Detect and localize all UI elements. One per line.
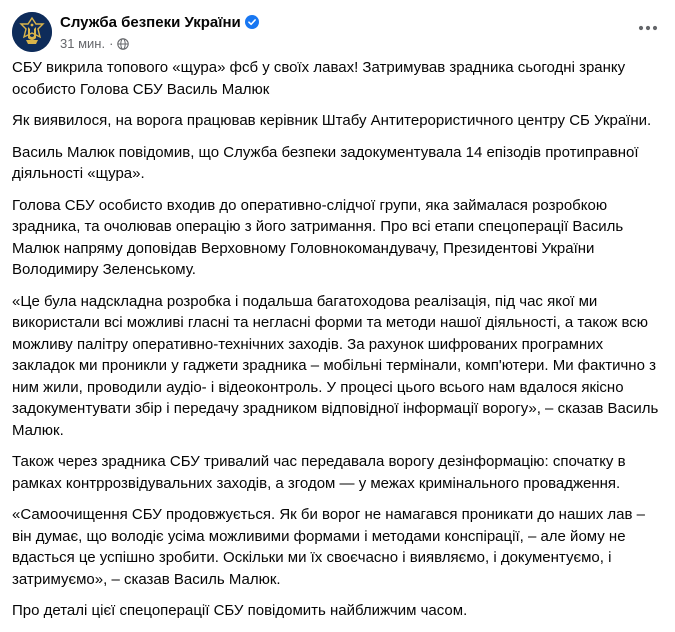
post-paragraph: Голова СБУ особисто входив до оперативно-слідчої групи, яка займалася розробкою зрадника, та очолював операцію з його затримання. Про всі етапи спецоперації Василь Малюк напряму доповідав Верховному Головнокомандувачу, Президентові України Володимиру Зеленському. [12, 196, 624, 278]
globe-icon[interactable] [117, 38, 129, 50]
post-paragraph: Василь Малюк повідомив, що Служба безпеки задокументувала 14 епізодів протиправної діяльності «щура». [12, 143, 639, 182]
post-paragraph: «Це була надскладна розробка і подальша багатоходова реалізація, під час якої ми використали всі можливі гласні та негласні форми та методи нашої діяльності, а також всю можливу палітру оперативно-технічних заходів. За рахунок шифрованих програмних закладок ми проникли у гаджети зрадника – мобільні термінали, комп'ютери. Ми фактично з ним жили, проводили аудіо- і відеоконтроль. У процесі цього всього нам вдалося якісно задокументувати збір і передачу зрадником відповідної інформації ворогу», – сказав Василь Малюк. [12, 292, 659, 439]
post-paragraph: Про деталі цієї спецоперації СБУ повідомить найближчим часом. [12, 602, 468, 619]
more-options-button[interactable] [633, 16, 663, 40]
meta-separator: · [109, 36, 114, 51]
page-name-link[interactable] [60, 14, 259, 31]
post-paragraph: Як виявилося, на ворога працював керівник Штабу Антитерористичного центру СБ України. [12, 112, 652, 129]
verified-badge-icon [245, 15, 259, 29]
post-body [12, 57, 662, 632]
post-paragraph: «Самоочищення СБУ продовжується. Як би ворог не намагався проникати до наших лав – він думає, що володіє усіма можливими формами і методами конспірації, – але йому не вдасться це успішно зробити. Оскільки ми їх своєчасно і виявляємо, і документуємо, і затримуємо», – сказав Василь Малюк. [12, 506, 645, 588]
post-paragraph: СБУ викрила топового «щура» фсб у своїх лавах! Затримував зрадника сьогодні зранку особисто Голова СБУ Василь Малюк [12, 59, 626, 98]
page-name-text[interactable]: Служба безпеки України [60, 14, 241, 31]
post-header [12, 10, 663, 54]
post-paragraph: Також через зрадника СБУ тривалий час передавала ворогу дезінформацію: спочатку в рамках контррозвідувальних заходів, а згодом — у межах кримінального провадження. [12, 453, 626, 492]
sbu-emblem-icon [12, 12, 52, 52]
post-meta [60, 36, 129, 51]
page-avatar[interactable] [12, 12, 52, 52]
post-timestamp[interactable]: 31 мин. [60, 36, 106, 51]
more-options-icon [638, 25, 658, 31]
